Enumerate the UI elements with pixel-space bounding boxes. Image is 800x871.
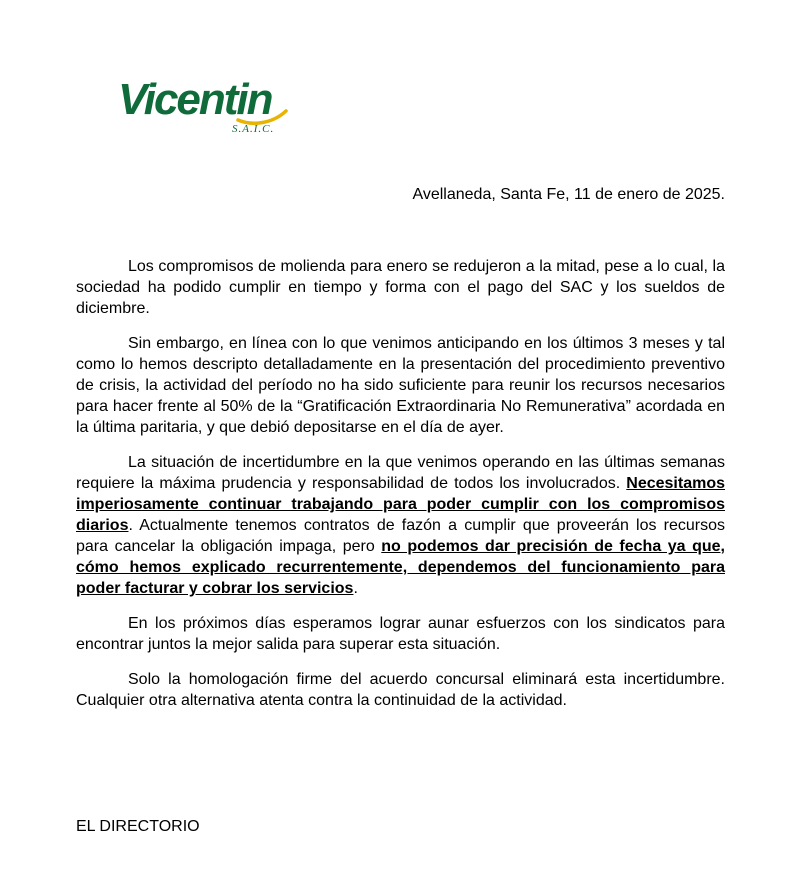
signature: EL DIRECTORIO bbox=[76, 818, 200, 835]
paragraph-1: Los compromisos de molienda para enero se redujeron a la mitad, pese a lo cual, la sociedad ha podido cumplir en tiempo y forma con el pago del SAC y los sueldos de diciembre. bbox=[76, 258, 725, 317]
paragraph-4: En los próximos días esperamos lograr aunar esfuerzos con los sindicatos para encontrar juntos la mejor salida para superar esta situación. bbox=[76, 615, 725, 653]
paragraph-2: Sin embargo, en línea con lo que venimos anticipando en los últimos 3 meses y tal como lo hemos descripto detalladamente en la presentación del procedimiento preventivo de crisis, la actividad del período no ha sido suficiente para reunir los recursos necesarios para hacer frente al 50% de la “Gratificación Extraordinaria No Remunerativa” acordada en la última paritaria, y que debió depositarse en el día de ayer. bbox=[76, 335, 725, 436]
logo-suffix: S.A.I.C. bbox=[232, 123, 275, 135]
company-logo bbox=[118, 75, 318, 140]
paragraph-3-text-a: La situación de incertidumbre en la que venimos operando en las últimas semanas requiere la máxima prudencia y responsabilidad de todos los involucrados. bbox=[76, 454, 725, 492]
logo-wordmark: Vicentin bbox=[118, 75, 272, 124]
paragraph-3-text-c: . Actualmente tenemos contratos de fazón a cumplir que proveerán los recursos para cancelar la obligación impaga, pero bbox=[76, 517, 725, 555]
letter-body bbox=[76, 256, 725, 725]
date-line: Avellaneda, Santa Fe, 11 de enero de 2025. bbox=[412, 186, 725, 203]
paragraph-5: Solo la homologación firme del acuerdo concursal eliminará esta incertidumbre. Cualquier otra alternativa atenta contra la continuidad de la actividad. bbox=[76, 671, 725, 709]
paragraph-3-emphasis-1: Necesitamos imperiosamente continuar trabajando para poder cumplir con los compromisos diarios bbox=[76, 475, 725, 534]
paragraph-3-emphasis-2: no podemos dar precisión de fecha ya que, cómo hemos explicado recurrentemente, dependemos del funcionamiento para poder facturar y cobrar los servicios bbox=[76, 538, 726, 597]
paragraph-3 bbox=[76, 452, 725, 599]
paragraph-3-text-e: . bbox=[353, 580, 358, 597]
